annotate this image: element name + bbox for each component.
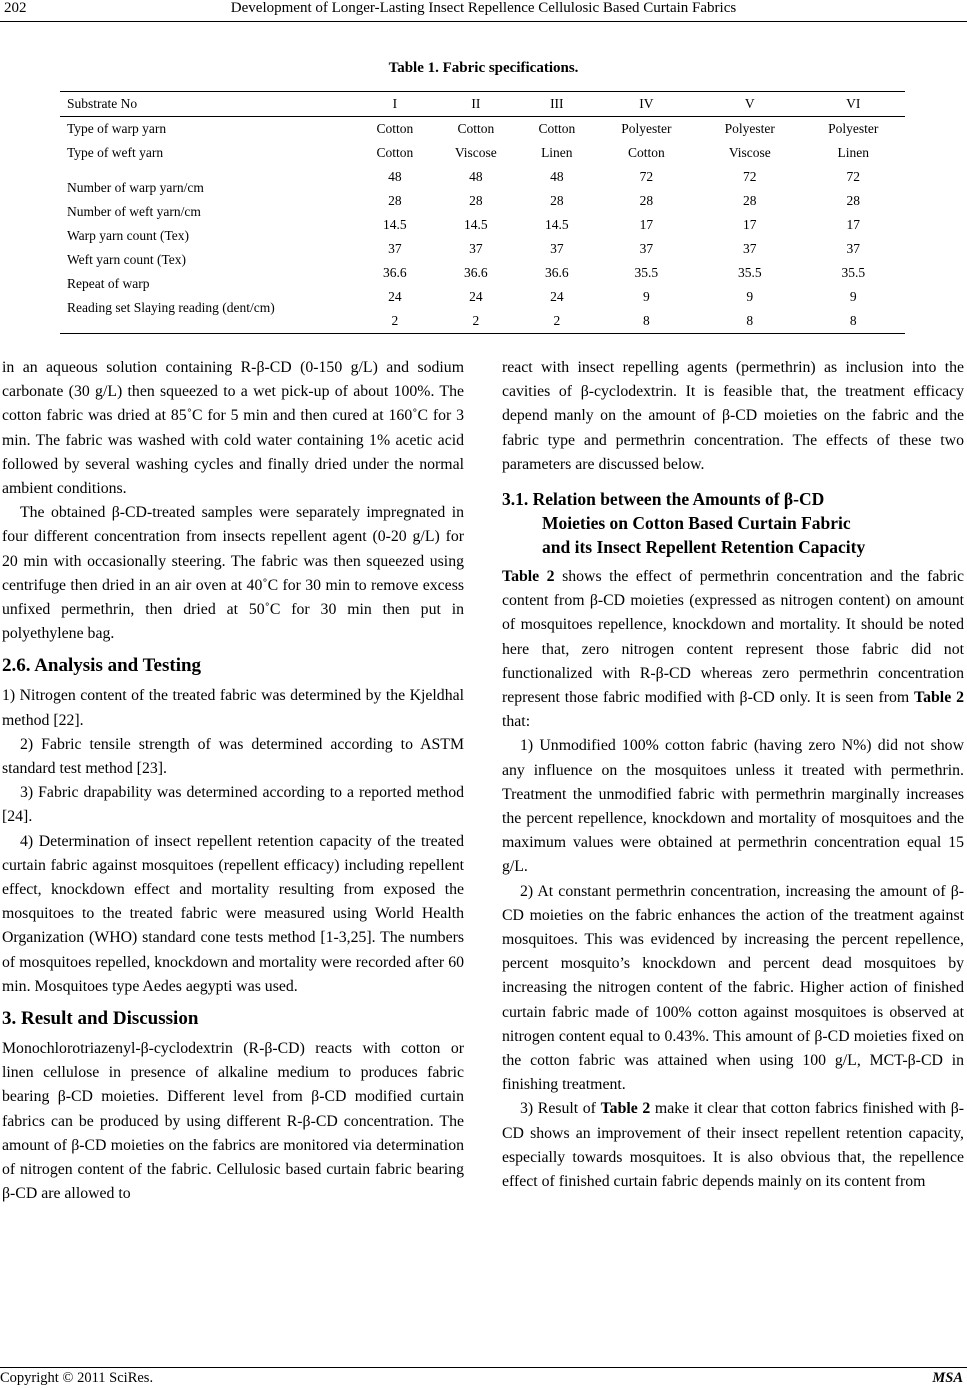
table-cell: 9 [746, 289, 754, 304]
journal-abbreviation: MSA [932, 1370, 963, 1386]
table-group-label: Repeat of warp [67, 276, 150, 291]
table-group-label: Number of weft yarn/cm [67, 204, 201, 219]
paragraph: 1) Nitrogen content of the treated fabric was determined by the Kjeldhal method [22]. [2, 687, 464, 729]
table-group-label: Weft yarn count (Tex) [67, 252, 187, 267]
table-cell: 36.6 [464, 265, 488, 280]
table-cell: Type of warp yarn [67, 121, 167, 136]
table-cell: 2 [391, 313, 399, 328]
table-cell: 14.5 [464, 217, 488, 232]
paragraph: 2) Fabric tensile strength of was determined according to ASTM standard test method [23]. [2, 735, 464, 778]
table-group-values-cell [433, 165, 519, 334]
copyright-notice: Copyright © 2011 SciRes. [0, 1370, 154, 1386]
left-text-column [2, 356, 464, 1207]
paragraph-text: that: [502, 713, 531, 731]
table-cell: 28 [550, 193, 564, 208]
table-row [60, 141, 905, 165]
paragraph: 2) At constant permethrin concentration, increasing the amount of β-CD moieties on the fabric enhances the action of the treatment against mosquitoes. This was evidenced by increasing the percent repellence, percent mosquito’s knockdown and percent dead mosquitoes by increasing the nitrogen content of the fabric. Higher action of finished curtain fabric made of 100% cotton against mosquitoes is observed at nitrogen content equal to 0.43%. This amount of β-CD moieties fixed on the cotton fabric was attained when using 100 g/L, MCT-β-CD in finishing treatment. [502, 882, 964, 1094]
table-cell: 37 [469, 241, 483, 256]
paragraph: The obtained β-CD-treated samples were separately impregnated in four different concentration from insects repellent agent (0-20 g/L) for 20 min with occasionally steering. The fabric was then squeezed using centrifuge then dried in an air oven at 40˚C for 30 min to remove excess unfixed permethrin, then dried at 50˚C for 30 min then put in polyethylene bag. [2, 504, 464, 643]
paragraph: Monochlorotriazenyl-β-cyclodextrin (R-β-CD) reacts with cotton or linen cellulose in presence of alkaline medium to produces fabric bearing β-CD moieties. Different level from β-CD modified curtain fabrics can be produced by using different R-β-CD concentration. The amount of β-CD moieties on the fabrics are monitored via determination of nitrogen content of the fabric. Cellulosic based curtain fabric bearing β-CD are allowed to [2, 1040, 464, 1203]
table-cell: Linen [541, 145, 573, 160]
table-group-values-cell [595, 165, 698, 334]
table-reference-link[interactable]: Table 2 [914, 689, 964, 707]
table-header-cell: II [471, 96, 481, 111]
right-text-column [502, 356, 964, 1194]
table-group-row [60, 165, 905, 334]
table-cell: 2 [553, 313, 561, 328]
section-heading: 2.6. Analysis and Testing [2, 655, 202, 677]
table-cell: 14.5 [545, 217, 569, 232]
table-reference-link[interactable]: Table 2 [502, 568, 555, 586]
table-cell: 17 [743, 217, 757, 232]
table-cell: 37 [388, 241, 402, 256]
table-row [60, 117, 905, 142]
table-cell: Cotton [457, 121, 495, 136]
table-cell: 48 [469, 169, 483, 184]
table-cell: 28 [743, 193, 757, 208]
table-cell: 36.6 [545, 265, 569, 280]
subsection-heading-line: 3.1. Relation between the Amounts of β-CD [502, 489, 825, 510]
table-cell: 72 [743, 169, 757, 184]
table-cell: Polyester [621, 121, 672, 136]
paragraph: in an aqueous solution containing R-β-CD (0-150 g/L) and sodium carbonate (30 g/L) then squeezed to a wet pick-up of about 100%. The cotton fabric was dried at 85˚C for 5 min and then cured at 160˚C for 3 min. The fabric was washed with cold water containing 1% acetic acid followed by several washing cycles and finally dried under the normal ambient conditions. [2, 359, 464, 498]
table-cell: 8 [746, 313, 754, 328]
table-cell: 37 [550, 241, 564, 256]
table-cell: 9 [642, 289, 650, 304]
table-cell: Linen [837, 145, 869, 160]
running-title: Development of Longer-Lasting Insect Repellence Cellulosic Based Curtain Fabrics [230, 0, 737, 16]
table-header-cell: III [550, 96, 564, 111]
table-cell: 24 [388, 289, 402, 304]
table-cell: 72 [846, 169, 860, 184]
table-cell: 35.5 [841, 265, 866, 280]
paragraph-text: 3) Result of [520, 1100, 601, 1118]
table-cell: 28 [846, 193, 860, 208]
table-cell: 37 [743, 241, 757, 256]
paragraph [502, 565, 964, 734]
subsection-heading-line: and its Insect Repellent Retention Capacity [542, 537, 866, 558]
table-cell: Viscose [728, 145, 771, 160]
paragraph: 1) Unmodified 100% cotton fabric (having zero N%) did not show any influence on the mosquitoes unless it treated with permethrin. Treatment the unmodified fabric with permethrin marginally increases the percent repellence, knockdown and mortality of mosquitoes and the maximum values were obtained at permethrin concentration equal 15 g/L. [502, 737, 964, 876]
table-group-label: Reading set Slaying reading (dent/cm) [67, 300, 275, 315]
table-cell: 37 [846, 241, 860, 256]
table-cell: 8 [849, 313, 857, 328]
table-header-cell: Substrate No [67, 96, 138, 111]
table-cell: 48 [388, 169, 402, 184]
table-caption: Table 1. Fabric specifications. [388, 60, 579, 76]
table-group-label: Warp yarn count (Tex) [67, 228, 190, 243]
table-cell: 9 [849, 289, 857, 304]
table-cell: 28 [639, 193, 654, 208]
table-cell: 24 [469, 289, 483, 304]
table-cell: Polyester [828, 121, 879, 136]
section-heading: 3. Result and Discussion [2, 1008, 199, 1030]
table-cell: 36.6 [383, 265, 407, 280]
table-group-label-cell [60, 165, 357, 334]
table-cell: 28 [469, 193, 483, 208]
table-cell: 17 [846, 217, 860, 232]
table-group-values-cell [519, 165, 595, 334]
table-group-values-cell [802, 165, 906, 334]
paragraph: 3) Fabric drapability was determined according to a reported method [24]. [2, 784, 464, 826]
table-cell: Cotton [538, 121, 576, 136]
table-cell: Polyester [724, 121, 775, 136]
page-header [0, 0, 967, 22]
table-cell: 35.5 [737, 265, 762, 280]
table-cell: 48 [550, 169, 564, 184]
paragraph [502, 1097, 964, 1194]
subsection-heading [502, 487, 964, 559]
table-cell: 14.5 [383, 217, 407, 232]
paragraph: 4) Determination of insect repellent retention capacity of the treated curtain fabric against mosquitoes (repellent efficacy) including repellent effect, knockdown effect and mortality resulting from exposed the mosquitoes to the treated fabric were measured using World Health Organization (WHO) standard cone tests method [1-3,25]. The numbers of mosquitoes repelled, knockdown and mortality were recorded after 60 min. Mosquitoes type Aedes aegypti was used. [2, 832, 464, 995]
table-cell: Cotton [376, 145, 414, 160]
table-cell: 28 [388, 193, 402, 208]
table-header-cell: V [744, 96, 755, 111]
fabric-specifications-table [60, 91, 905, 334]
table-reference-link[interactable]: Table 2 [600, 1100, 651, 1118]
paragraph-text: shows the effect of permethrin concentration and the fabric content from β-CD moieties (expressed as nitrogen content) on amount of mosquitoes repellence, knockdown and mortality. It should be noted here that, zero nitrogen content represent those fabric did not functionalized with R-β-CD whereas zero permethrin concentration represent those fabric modified with β-CD only. It is seen from [502, 568, 964, 707]
table-group-values-cell [698, 165, 801, 334]
page-footer [0, 1367, 967, 1388]
table-group-label: Number of warp yarn/cm [67, 180, 204, 195]
table-cell: 2 [472, 313, 480, 328]
table-cell: 35.5 [634, 265, 659, 280]
table-group-values-cell [357, 165, 433, 334]
table-cell: 8 [642, 313, 650, 328]
paragraph: react with insect repelling agents (permethrin) as inclusion into the cavities of β-cyclodextrin. It is feasible that, the treatment efficacy depend manly on the amount of β-CD moieties on the fabric and the fabric type and permethrin concentration. The effects of these two parameters are discussed below. [502, 359, 964, 473]
table-cell: Type of weft yarn [67, 145, 164, 160]
table-header-cell: VI [846, 96, 861, 111]
table-cell: 72 [639, 169, 654, 184]
table-cell: 24 [550, 289, 564, 304]
table-cell: 17 [639, 217, 654, 232]
page-number: 202 [4, 0, 27, 16]
table-header-cell: I [392, 96, 398, 111]
table-header-row [60, 92, 905, 117]
table-cell: Viscose [454, 145, 497, 160]
table-cell: Cotton [627, 145, 665, 160]
table-header-cell: IV [639, 96, 654, 111]
paragraph-text: make it clear that cotton fabrics finished with β-CD shows an improvement of their insect repellent retention capacity, especially towards mosquitoes. It is also obvious that, the repellence effect of finished curtain fabric depends mainly on its content from [502, 1100, 964, 1191]
table-cell: 37 [639, 241, 654, 256]
subsection-heading-line: Moieties on Cotton Based Curtain Fabric [542, 513, 851, 534]
table-cell: Cotton [376, 121, 414, 136]
